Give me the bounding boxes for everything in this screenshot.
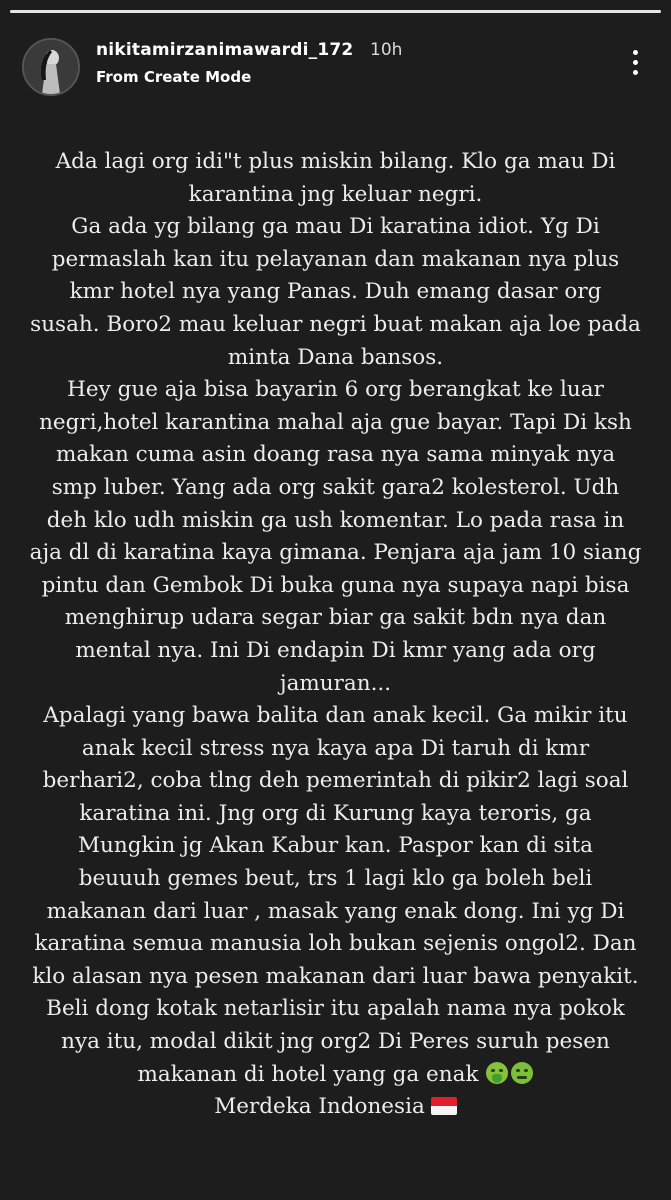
story-source-label[interactable]: From Create Mode (96, 68, 252, 86)
face-vomiting-emoji-icon (486, 1062, 508, 1084)
story-text-line: Hey gue aja bisa bayarin 6 org berangkat ke luar (67, 377, 604, 403)
story-timestamp: 10h (370, 40, 403, 60)
story-text-line: beuuuh gemes beut, trs 1 lagi klo ga boleh beli (78, 866, 593, 892)
more-vertical-icon[interactable] (623, 42, 647, 82)
story-text-line: jamuran... (279, 670, 392, 696)
story-text-fragment: makanan di hotel yang ga enak (137, 1061, 479, 1087)
story-text-line: pintu dan Gembok Di buka guna nya supaya napi bisa (41, 572, 630, 598)
menu-dot (633, 50, 638, 55)
story-text-line: karatina ini. Jng org di Kurung kaya teroris, ga (79, 800, 592, 826)
story-text-line: Mungkin jg Akan Kabur kan. Paspor kan di sita (78, 833, 593, 859)
story-text-line: makan cuma asin doang rasa nya sama minyak nya (55, 442, 616, 468)
profile-photo (24, 40, 78, 94)
menu-dot (633, 60, 638, 65)
story-text-line: mental nya. Ini Di endapin Di kmr yang ada org (75, 637, 596, 663)
story-text-line: smp luber. Yang ada org sakit gara2 kolesterol. Udh (51, 474, 620, 500)
story-text-line: makanan dari luar , masak yang enak dong. Ini yg Di (46, 898, 625, 924)
indonesia-flag-icon (431, 1097, 457, 1115)
story-progress-fill (10, 10, 661, 13)
username[interactable]: nikitamirzanimawardi_172 (96, 40, 354, 60)
story-text-line: Ada lagi org idi"t plus miskin bilang. Klo ga mau Di (55, 149, 616, 174)
story-text-line: minta Dana bansos. (227, 344, 444, 370)
story-text-line: klo alasan nya pesen makanan dari luar bawa penyakit. (32, 963, 639, 989)
story-text-line: karantina jng keluar negri. (188, 181, 483, 207)
story-progress-bar (10, 10, 661, 13)
story-text (26, 146, 645, 1124)
story-text-line: Apalagi yang bawa balita dan anak kecil. Ga mikir itu (43, 703, 628, 729)
story-text-line: susah. Boro2 mau keluar negri buat makan aja loe pada (30, 311, 641, 337)
story-text-line: kmr hotel nya yang Panas. Duh emang dasar org (69, 279, 602, 305)
story-text-line-with-emoji (26, 1059, 645, 1092)
nauseated-face-emoji-icon (511, 1062, 533, 1084)
story-text-line: Ga ada yg bilang ga mau Di karatina idiot. Yg Di (71, 214, 600, 240)
story-text-line: anak kecil stress nya kaya apa Di taruh di kmr (81, 735, 590, 761)
story-header (18, 34, 653, 100)
story-text-line: karatina semua manusia loh bukan sejenis ongol2. Dan (34, 931, 637, 957)
story-text-line: menghirup udara segar biar ga sakit bdn nya dan (64, 605, 607, 631)
story-text-line: deh klo udh miskin ga ush komentar. Lo pada rasa in (46, 507, 625, 533)
story-text-line: aja dl di karatina kaya gimana. Penjara aja jam 10 siang (29, 540, 642, 566)
story-text-line-with-flag (26, 1091, 645, 1124)
story-text-line: permaslah kan itu pelayanan dan makanan nya plus (51, 246, 620, 272)
story-text-line: negri,hotel karantina mahal aja gue bayar. Tapi Di ksh (39, 409, 632, 435)
menu-dot (633, 70, 638, 75)
story-text-line: berhari2, coba tlng deh pemerintah di pikir2 lagi soal (42, 768, 629, 794)
story-text-line: Beli dong kotak netarlisir itu apalah nama nya pokok (46, 996, 625, 1022)
story-text-fragment: Merdeka Indonesia (214, 1094, 425, 1120)
avatar[interactable] (22, 38, 80, 96)
story-text-line: nya itu, modal dikit jng org2 Di Peres suruh pesen (61, 1029, 610, 1055)
